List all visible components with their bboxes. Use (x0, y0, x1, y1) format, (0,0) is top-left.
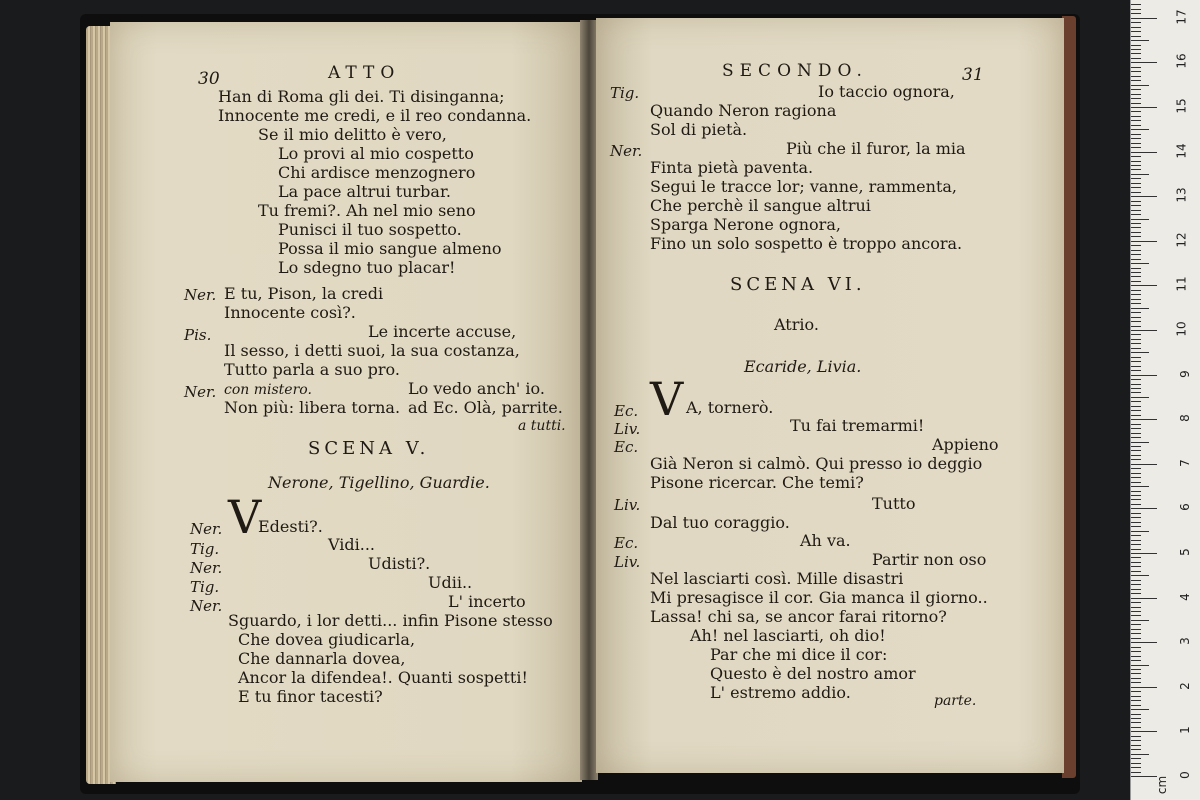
ruler-label: 17 (1174, 9, 1189, 25)
ruler-tick (1131, 566, 1141, 567)
ruler-tick (1131, 178, 1141, 179)
ruler-tick (1131, 343, 1141, 344)
ruler-tick (1131, 321, 1141, 322)
ruler-tick (1131, 705, 1141, 706)
ruler-tick (1131, 156, 1141, 157)
speaker-label: Tig. (610, 84, 640, 102)
ruler-tick (1131, 143, 1141, 144)
ruler-tick (1131, 651, 1141, 652)
speaker-label: Ner. (190, 520, 223, 538)
ruler-tick (1131, 758, 1141, 759)
verse-line: Lo sdegno tuo placar! (278, 258, 456, 277)
ruler-tick (1131, 580, 1141, 581)
ruler-tick (1131, 232, 1141, 233)
ruler-tick (1131, 116, 1141, 117)
ruler-tick (1131, 196, 1157, 197)
verse-line: Mi presagisce il cor. Gia manca il giorno.. (650, 588, 988, 607)
ruler-tick (1131, 147, 1141, 148)
ruler-label: 13 (1174, 187, 1189, 203)
ruler-tick (1131, 575, 1149, 576)
ruler-tick (1131, 58, 1141, 59)
scene-location: Atrio. (774, 315, 819, 334)
right-page (596, 18, 1064, 773)
ruler-tick (1131, 4, 1141, 5)
ruler-label: 3 (1178, 637, 1193, 646)
measurement-ruler (1130, 0, 1200, 800)
scene-heading: SCENA VI. (730, 274, 866, 295)
ruler-tick (1131, 437, 1141, 438)
drop-cap: V (650, 372, 684, 426)
ruler-tick (1131, 392, 1141, 393)
verse-line: Han di Roma gli dei. Ti disinganna; (218, 87, 505, 106)
verse-line: Il sesso, i detti suoi, la sua costanza, (224, 341, 520, 360)
ruler-tick (1131, 526, 1141, 527)
ruler-label: 5 (1178, 548, 1193, 556)
ruler-tick (1131, 120, 1141, 121)
verse-line: Partir non oso (872, 550, 987, 569)
ruler-tick (1131, 227, 1141, 228)
ruler-unit: cm (1154, 775, 1169, 795)
verse-line: Che dannarla dovea, (238, 649, 406, 668)
ruler-tick (1131, 107, 1157, 108)
ruler-tick (1131, 281, 1141, 282)
verse-line: Io taccio ognora, (818, 82, 955, 101)
verse-line: Sparga Nerone ognora, (650, 215, 841, 234)
ruler-tick (1131, 424, 1141, 425)
ruler-tick (1131, 633, 1141, 634)
ruler-label: 10 (1174, 321, 1189, 337)
verse-line: Lassa! chi sa, se ancor farai ritorno? (650, 607, 947, 626)
ruler-tick (1131, 611, 1141, 612)
ruler-tick (1131, 370, 1141, 371)
speaker-label: Ner. (190, 559, 223, 577)
ruler-tick (1131, 776, 1157, 777)
verse-line: L' estremo addio. (710, 683, 851, 702)
verse-line: Sol di pietà. (650, 120, 748, 139)
verse-line: Vidi... (328, 535, 376, 554)
ruler-tick (1131, 553, 1157, 554)
ruler-tick (1131, 375, 1157, 376)
ruler-label: 15 (1174, 98, 1189, 114)
ruler-tick (1131, 571, 1141, 572)
ruler-tick (1131, 499, 1141, 500)
ruler-tick (1131, 31, 1141, 32)
ruler-tick (1131, 27, 1141, 28)
ruler-tick (1131, 531, 1149, 532)
ruler-tick (1131, 98, 1141, 99)
ruler-tick (1131, 276, 1141, 277)
ruler-label: 7 (1178, 458, 1193, 467)
ruler-tick (1131, 459, 1141, 460)
speaker-label: Ner. (610, 142, 643, 160)
ruler-tick (1131, 727, 1141, 728)
ruler-tick (1131, 285, 1157, 286)
ruler-tick (1131, 696, 1141, 697)
ruler-tick (1131, 250, 1141, 251)
ruler-tick (1131, 138, 1141, 139)
ruler-tick (1131, 94, 1141, 95)
speaker-label: Ec. (614, 534, 639, 552)
ruler-tick (1131, 36, 1141, 37)
verse-line: Appieno (932, 435, 999, 454)
ruler-tick (1131, 161, 1141, 162)
ruler-tick (1131, 736, 1141, 737)
verse-line: E tu finor tacesti? (238, 687, 383, 706)
ruler-tick (1131, 339, 1141, 340)
verse-line: Già Neron si calmò. Qui presso io deggio (650, 454, 983, 473)
ruler-tick (1131, 624, 1141, 625)
stage-direction: a tutti. (518, 418, 566, 434)
ruler-tick (1131, 290, 1141, 291)
ruler-tick (1131, 772, 1141, 773)
ruler-tick (1131, 549, 1141, 550)
ruler-tick (1131, 67, 1141, 68)
scene-characters: Ecaride, Livia. (744, 357, 862, 376)
ruler-label: 12 (1174, 232, 1189, 248)
ruler-tick (1131, 348, 1141, 349)
ruler-tick (1131, 486, 1149, 487)
ruler-tick (1131, 241, 1157, 242)
ruler-tick (1131, 584, 1141, 585)
ruler-tick (1131, 80, 1141, 81)
ruler-tick (1131, 767, 1141, 768)
ruler-tick (1131, 317, 1141, 318)
ruler-tick (1131, 129, 1149, 130)
speaker-label: Ner. (184, 286, 217, 304)
ruler-label: 9 (1178, 369, 1193, 378)
verse-line: Ah va. (800, 531, 851, 550)
page-number: 31 (962, 65, 984, 85)
ruler-tick (1131, 334, 1141, 335)
ruler-tick (1131, 669, 1141, 670)
verse-line: Pisone ricercar. Che temi? (650, 473, 864, 492)
ruler-tick (1131, 709, 1149, 710)
ruler-label: 0 (1178, 771, 1193, 779)
verse-line: Non più: libera torna. (224, 398, 401, 417)
ruler-tick (1131, 169, 1141, 170)
ruler-tick (1131, 223, 1141, 224)
ruler-tick (1131, 620, 1149, 621)
ruler-tick (1131, 468, 1141, 469)
verse-line: Punisci il tuo sospetto. (278, 220, 462, 239)
ruler-tick (1131, 49, 1141, 50)
ruler-tick (1131, 219, 1149, 220)
ruler-tick (1131, 731, 1157, 732)
ruler-tick (1131, 401, 1141, 402)
ruler-label: 2 (1178, 681, 1193, 690)
ruler-tick (1131, 268, 1141, 269)
ruler-tick (1131, 544, 1141, 545)
ruler-tick (1131, 152, 1157, 153)
verse-line: Par che mi dice il cor: (710, 645, 888, 664)
ruler-label: 8 (1178, 414, 1193, 423)
ruler-tick (1131, 85, 1149, 86)
verse-line: Innocente così?. (224, 303, 356, 322)
ruler-tick (1131, 134, 1141, 135)
ruler-tick (1131, 722, 1141, 723)
verse-line: Segui le tracce lor; vanne, rammenta, (650, 177, 958, 196)
ruler-tick (1131, 357, 1141, 358)
ruler-label: 14 (1174, 142, 1189, 159)
ruler-tick (1131, 9, 1141, 10)
ruler-tick (1131, 607, 1141, 608)
ruler-tick (1131, 450, 1141, 451)
verse-line: Ah! nel lasciarti, oh dio! (690, 626, 886, 645)
ruler-tick (1131, 272, 1141, 273)
ruler-tick (1131, 165, 1141, 166)
verse-line: Se il mio delitto è vero, (258, 125, 447, 144)
verse-line: L' incerto (448, 592, 526, 611)
verse-line: Tutto (872, 494, 916, 513)
verse-line: Ancor la difendea!. Quanti sospetti! (238, 668, 528, 687)
verse-line: Possa il mio sangue almeno (278, 239, 502, 258)
ruler-tick (1131, 294, 1141, 295)
ruler-tick (1131, 682, 1141, 683)
ruler-tick (1131, 366, 1141, 367)
ruler-tick (1131, 535, 1141, 536)
ruler-label: 4 (1178, 592, 1193, 601)
ruler-tick (1131, 455, 1141, 456)
ruler-label: 1 (1178, 726, 1193, 735)
ruler-tick (1131, 205, 1141, 206)
verse-line: A, tornerò. (686, 398, 774, 417)
ruler-tick (1131, 673, 1141, 674)
ruler-tick (1131, 303, 1141, 304)
ruler-tick (1131, 522, 1141, 523)
ruler-tick (1131, 187, 1141, 188)
ruler-tick (1131, 495, 1141, 496)
verse-line: Che dovea giudicarla, (238, 630, 416, 649)
running-header: ATTO (328, 63, 401, 83)
ruler-tick (1131, 562, 1141, 563)
ruler-tick (1131, 615, 1141, 616)
ruler-tick (1131, 254, 1141, 255)
ruler-tick (1131, 406, 1141, 407)
ruler-tick (1131, 647, 1141, 648)
ruler-tick (1131, 629, 1141, 630)
verse-line: Lo vedo anch' io. (408, 379, 545, 398)
ruler-tick (1131, 236, 1141, 237)
verse-line: Innocente me credi, e il reo condanna. (218, 106, 532, 125)
ruler-tick (1131, 125, 1141, 126)
ruler-tick (1131, 589, 1141, 590)
ruler-tick (1131, 678, 1141, 679)
ruler-tick (1131, 210, 1141, 211)
speaker-label: Liv. (614, 553, 641, 571)
ruler-tick (1131, 745, 1141, 746)
ruler-tick (1131, 504, 1141, 505)
verse-line: Più che il furor, la mia (786, 139, 966, 158)
speaker-label: Tig. (190, 540, 220, 558)
verse-line: Sguardo, i lor detti... infin Pisone stesso (228, 611, 553, 630)
ruler-tick (1131, 352, 1149, 353)
verse-line: Edesti?. (258, 517, 323, 536)
ruler-tick (1131, 201, 1141, 202)
ruler-tick (1131, 415, 1141, 416)
verse-line: Lo provi al mio cospetto (278, 144, 474, 163)
ruler-tick (1131, 410, 1141, 411)
ruler-tick (1131, 446, 1141, 447)
ruler-tick (1131, 687, 1157, 688)
ruler-label: 16 (1174, 53, 1189, 70)
left-page (110, 22, 582, 782)
ruler-tick (1131, 602, 1141, 603)
ruler-tick (1131, 397, 1149, 398)
ruler-tick (1131, 665, 1149, 666)
scene-heading: SCENA V. (308, 438, 430, 459)
ruler-tick (1131, 740, 1141, 741)
ruler-tick (1131, 754, 1149, 755)
speaker-label: Ner. (190, 597, 223, 615)
verse-line: La pace altrui turbar. (278, 182, 451, 201)
ruler-tick (1131, 76, 1141, 77)
ruler-tick (1131, 442, 1149, 443)
verse-line: ad Ec. Olà, parrite. (408, 398, 563, 417)
ruler-tick (1131, 660, 1141, 661)
ruler-tick (1131, 245, 1141, 246)
ruler-tick (1131, 642, 1157, 643)
ruler-tick (1131, 508, 1157, 509)
ruler-tick (1131, 557, 1141, 558)
ruler-tick (1131, 299, 1141, 300)
ruler-tick (1131, 263, 1149, 264)
ruler-tick (1131, 45, 1141, 46)
ruler-tick (1131, 593, 1141, 594)
verse-line: Udisti?. (368, 554, 431, 573)
stage-direction: parte. (934, 693, 977, 709)
stage-direction: con mistero. (224, 382, 312, 398)
verse-line: Nel lasciarti così. Mille disastri (650, 569, 904, 588)
ruler-tick (1131, 473, 1141, 474)
ruler-tick (1131, 482, 1141, 483)
ruler-tick (1131, 259, 1141, 260)
speaker-label: Ec. (614, 402, 639, 420)
ruler-tick (1131, 419, 1157, 420)
drop-cap: V (228, 490, 262, 544)
ruler-tick (1131, 89, 1141, 90)
ruler-tick (1131, 308, 1149, 309)
ruler-tick (1131, 71, 1141, 72)
ruler-tick (1131, 700, 1141, 701)
page-number: 30 (198, 69, 220, 89)
verse-line: Tutto parla a suo pro. (224, 360, 400, 379)
verse-line: Che perchè il sangue altrui (650, 196, 871, 215)
verse-line: Fino un solo sospetto è troppo ancora. (650, 234, 963, 253)
book-cover-edge (1062, 16, 1076, 778)
ruler-tick (1131, 330, 1157, 331)
ruler-tick (1131, 638, 1141, 639)
ruler-tick (1131, 384, 1141, 385)
ruler-tick (1131, 433, 1141, 434)
ruler-tick (1131, 40, 1149, 41)
ruler-tick (1131, 62, 1157, 63)
verse-line: Questo è del nostro amor (710, 664, 916, 683)
scene-characters: Nerone, Tigellino, Guardie. (268, 473, 490, 492)
ruler-tick (1131, 13, 1141, 14)
verse-line: Tu fremi?. Ah nel mio seno (258, 201, 476, 220)
speaker-label: Liv. (614, 496, 641, 514)
verse-line: Dal tuo coraggio. (650, 513, 790, 532)
ruler-tick (1131, 517, 1141, 518)
ruler-tick (1131, 513, 1141, 514)
ruler-tick (1131, 477, 1141, 478)
ruler-tick (1131, 598, 1157, 599)
speaker-label: Tig. (190, 578, 220, 596)
ruler-tick (1131, 111, 1141, 112)
ruler-tick (1131, 192, 1141, 193)
speaker-label: Liv. (614, 420, 641, 438)
ruler-tick (1131, 22, 1141, 23)
ruler-tick (1131, 540, 1141, 541)
verse-line: Finta pietà paventa. (650, 158, 814, 177)
ruler-tick (1131, 749, 1141, 750)
ruler-tick (1131, 428, 1141, 429)
ruler-tick (1131, 388, 1141, 389)
ruler-tick (1131, 103, 1141, 104)
ruler-tick (1131, 464, 1157, 465)
ruler-label: 11 (1174, 276, 1189, 293)
ruler-tick (1131, 361, 1141, 362)
ruler-label: 6 (1178, 503, 1193, 512)
verse-line: Udii.. (428, 573, 473, 592)
ruler-tick (1131, 326, 1141, 327)
ruler-tick (1131, 312, 1141, 313)
ruler-tick (1131, 174, 1149, 175)
ruler-tick (1131, 53, 1141, 54)
speaker-label: Pis. (184, 326, 212, 344)
ruler-tick (1131, 714, 1141, 715)
ruler-tick (1131, 691, 1141, 692)
ruler-tick (1131, 379, 1141, 380)
speaker-label: Ner. (184, 383, 217, 401)
ruler-tick (1131, 491, 1141, 492)
ruler-tick (1131, 656, 1141, 657)
ruler-tick (1131, 18, 1157, 19)
speaker-label: Ec. (614, 438, 639, 456)
verse-line: E tu, Pison, la credi (224, 284, 384, 303)
verse-line: Le incerte accuse, (368, 322, 517, 341)
ruler-tick (1131, 718, 1141, 719)
verse-line: Chi ardisce menzognero (278, 163, 476, 182)
ruler-tick (1131, 183, 1141, 184)
ruler-tick (1131, 763, 1141, 764)
ruler-tick (1131, 214, 1141, 215)
verse-line: Tu fai tremarmi! (790, 416, 925, 435)
verse-line: Quando Neron ragiona (650, 101, 837, 120)
running-header: SECONDO. (722, 61, 868, 81)
